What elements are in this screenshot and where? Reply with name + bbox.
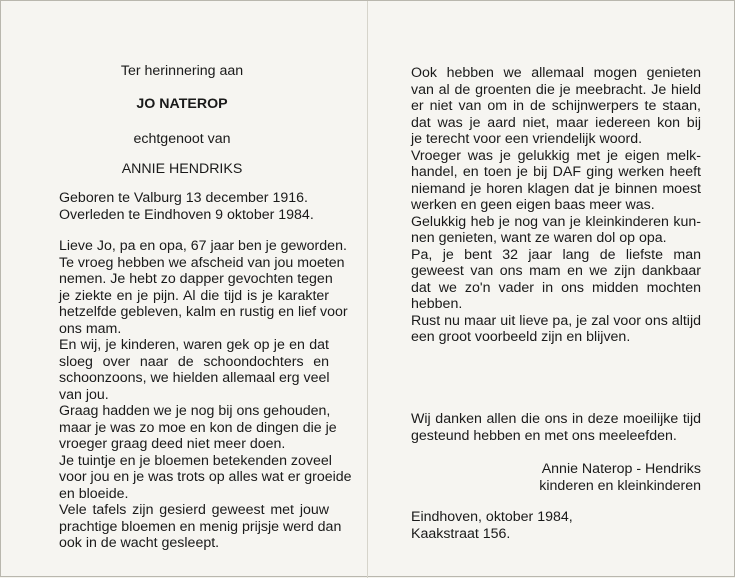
text-line: hebben. (411, 296, 463, 312)
text-line: hetzelfde gebleven, kalm en rustig en lief voor (59, 304, 348, 320)
text-line: dat was je aard niet, maar iedereen kon bij (411, 114, 701, 131)
text-line: een groot voorbeeld zijn en blijven. (411, 329, 631, 345)
spouse-name: ANNIE HENDRIKS (121, 161, 243, 177)
text-line: Rust nu maar uit lieve pa, je zal voor ons altijd (411, 312, 701, 329)
spouse-label: echtgenoot van (133, 131, 231, 147)
text-line: prachtige bloemen en menig prijsje werd dan (59, 518, 342, 535)
text-line: Je tuintje en je bloemen betekenden zoveel (59, 452, 332, 469)
left-tribute-text (59, 238, 352, 552)
text-line: Vroeger was je gelukkig met je eigen melk- (411, 147, 701, 164)
life-dates (59, 190, 314, 223)
text-line: En wij, je kinderen, waren gek op je en dat (59, 337, 329, 353)
text-line: nen genieten, want ze waren dol op opa. (411, 230, 667, 246)
text-line: niemand je horen klagen dat je binnen moest (411, 180, 701, 197)
place-and-date (411, 509, 573, 542)
text-line: voor jou en je was trots op alles wat er groeide (59, 469, 352, 485)
text-line: er niet van om in de schijnwerpers te staan, (411, 98, 701, 114)
text-line: handel, en toen je bij DAF ging werken heeft (411, 164, 701, 180)
text-line: ook in de wacht gesleept. (59, 535, 220, 551)
place-date-line: Eindhoven, oktober 1984, (411, 509, 573, 525)
text-line: Te vroeg hebben we afscheid van jou moeten (59, 254, 345, 271)
text-line: je terecht voor een vriendelijk woord. (411, 131, 643, 147)
birth-line: Geboren te Valburg 13 december 1916. (59, 190, 308, 206)
in-memory-heading: Ter herinnering aan (120, 63, 244, 79)
card-fold-line (367, 1, 368, 578)
text-line: en bloeide. (59, 485, 129, 502)
text-line: Lieve Jo, pa en opa, 67 jaar ben je geworden. (59, 238, 347, 254)
text-line: van jou. (59, 386, 109, 403)
signature-line: kinderen en kleinkinderen (539, 477, 701, 494)
death-line: Overleden te Eindhoven 9 oktober 1984. (59, 206, 314, 223)
text-line: Wij danken allen die ons in deze moeilijke tijd (411, 411, 701, 427)
text-line: vroeger graag deed niet meer doen. (59, 436, 286, 452)
text-line: je ziekte en je pijn. Al die tijd is je karakter (59, 287, 329, 304)
text-line: van al de groenten die je meebracht. Je hield (411, 81, 701, 98)
text-line: geweest van ons mam en we zijn dankbaar (411, 263, 701, 279)
right-tribute-text (411, 65, 701, 346)
signature-line: Annie Naterop - Hendriks (541, 461, 701, 477)
address-line: Kaakstraat 156. (411, 525, 511, 542)
text-line: Vele tafels zijn gesierd geweest met jouw (59, 502, 329, 518)
text-line: nemen. Je hebt zo dapper gevochten tegen (59, 271, 333, 287)
text-line: Gelukkig heb je nog van je kleinkinderen kun- (411, 213, 701, 230)
text-line: dat we zo'n vader in ons midden mochten (411, 279, 701, 296)
thanks-text (411, 411, 701, 444)
family-signature (411, 461, 701, 494)
text-line: maar je was zo moe en kon de dingen die je (59, 419, 337, 436)
text-line: ons mam. (59, 320, 122, 337)
deceased-name: JO NATEROP (136, 96, 228, 112)
text-line: sloeg over naar de schoondochters en (59, 353, 329, 370)
text-line: schoonzoons, we hielden allemaal erg veel (59, 370, 330, 386)
text-line: Graag hadden we je nog bij ons gehouden, (59, 403, 331, 419)
text-line: werken en geen eigen baas meer was. (411, 197, 655, 213)
text-line: gesteund hebben en met ons meeleefden. (411, 427, 677, 444)
text-line: Pa, je bent 32 jaar lang de liefste man (411, 246, 701, 263)
text-line: Ook hebben we allemaal mogen genieten (411, 65, 701, 81)
